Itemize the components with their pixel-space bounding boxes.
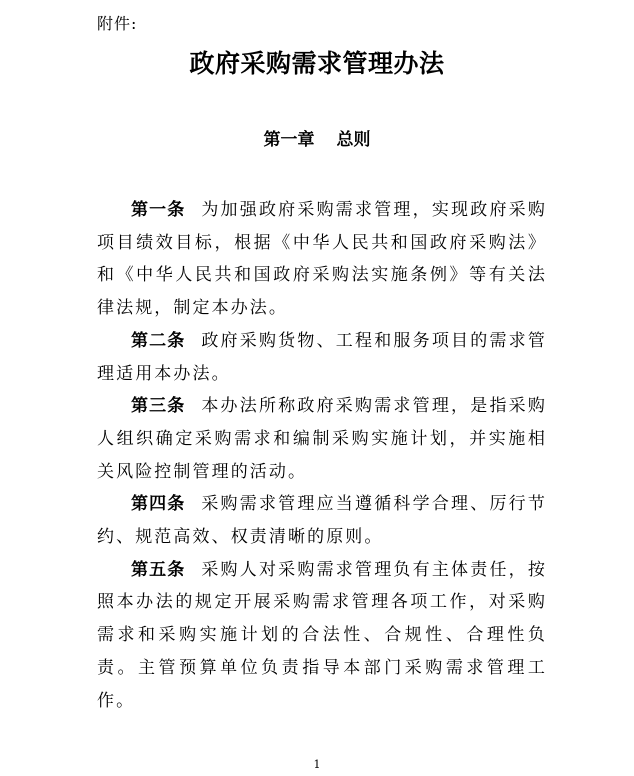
article-text: 政府采购货物、工程和服务项目的需求管理适用本办法。: [97, 330, 547, 384]
chapter-number: 第一章: [263, 130, 315, 150]
article-text: 本办法所称政府采购需求管理，是指采购人组织确定采购需求和编制采购实施计划，并实施相关风险控制管理的活动。: [97, 396, 547, 482]
article-text: 采购人对采购需求管理负有主体责任，按照本办法的规定开展采购需求管理各项工作，对采购需求和采购实施计划的合法性、合规性、合理性负责。主管预算单位负责指导本部门采购需求管理工作。: [97, 559, 547, 711]
article-text: 采购需求管理应当遵循科学合理、厉行节约、规范高效、权责清晰的原则。: [97, 494, 547, 548]
article-heading: 第五条: [131, 559, 186, 580]
chapter-name: 总则: [336, 130, 371, 150]
article-list: [97, 194, 547, 717]
article-3: [97, 390, 547, 488]
article-heading: 第三条: [131, 396, 186, 417]
article-heading: 第四条: [131, 494, 186, 515]
article-text: 为加强政府采购需求管理，实现政府采购项目绩效目标，根据《中华人民共和国政府采购法》和《中华人民共和国政府采购法实施条例》等有关法律法规，制定本办法。: [97, 200, 547, 319]
page-number: 1: [313, 758, 321, 771]
article-heading: 第二条: [131, 330, 186, 351]
article-1: [97, 194, 547, 325]
article-5: [97, 554, 547, 718]
article-4: [97, 488, 547, 553]
article-heading: 第一条: [131, 200, 186, 220]
attachment-label: 附件:: [97, 14, 138, 33]
document-title: 政府采购需求管理办法: [189, 49, 445, 78]
chapter-heading: [0, 128, 634, 152]
article-2: [97, 325, 547, 390]
